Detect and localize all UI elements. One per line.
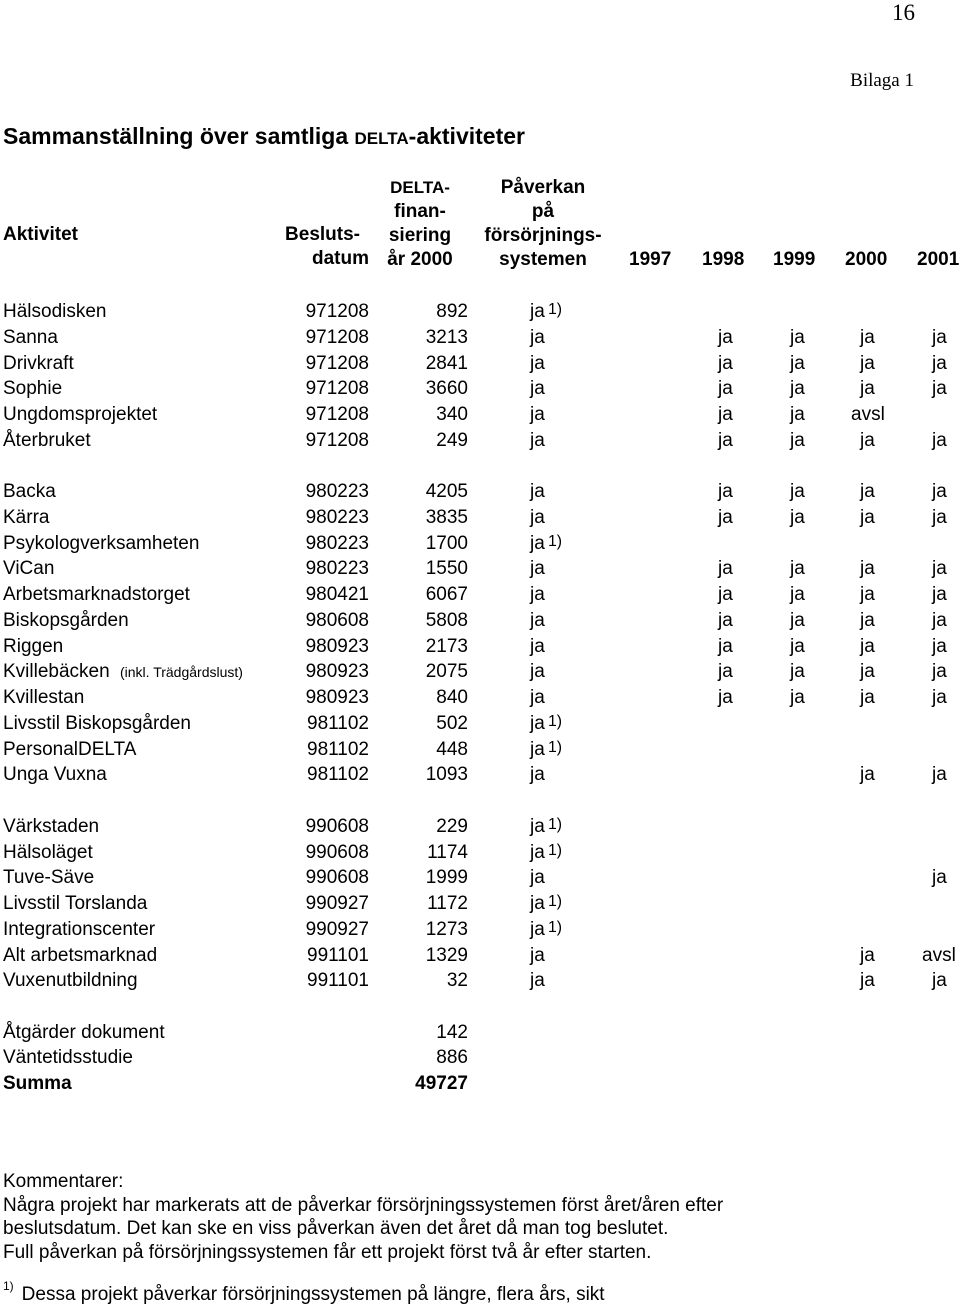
year-1998-value: ja — [718, 558, 733, 579]
activity-name: Backa — [3, 481, 56, 502]
delta-amount: 840 — [436, 687, 468, 708]
header-pav-line2: på — [531, 201, 555, 222]
year-2000-value: avsl — [851, 404, 885, 425]
impact-value: ja — [530, 610, 545, 631]
footnote-marker: 1) — [3, 1279, 14, 1293]
table-row — [0, 376, 960, 402]
impact-value: ja — [530, 713, 545, 734]
table-row — [0, 531, 960, 557]
delta-amount: 1550 — [425, 558, 468, 579]
header-paverkan — [476, 176, 610, 272]
table-row — [0, 917, 960, 943]
delta-amount: 892 — [436, 301, 468, 322]
activity-name: ViCan — [3, 558, 55, 579]
table-row — [0, 737, 960, 763]
year-2001-value: ja — [932, 687, 947, 708]
year-1999-value: ja — [790, 558, 805, 579]
year-1998-value: ja — [718, 687, 733, 708]
table-row — [0, 1045, 960, 1071]
delta-amount: 3660 — [425, 378, 468, 399]
year-1999-value: ja — [790, 378, 805, 399]
activity-name: Tuve-Säve — [3, 867, 95, 888]
activity-name: Väntetidsstudie — [3, 1047, 133, 1068]
year-1999-value: ja — [790, 584, 805, 605]
activity-name: Riggen — [3, 636, 64, 657]
delta-amount: 1093 — [425, 764, 468, 785]
year-2001-value: ja — [932, 430, 947, 451]
delta-amount: 340 — [436, 404, 468, 425]
activity-name: Livsstil Biskopsgården — [3, 713, 191, 734]
header-delta-line1 — [383, 176, 457, 200]
delta-amount: 5808 — [425, 610, 468, 631]
delta-amount: 1172 — [427, 893, 468, 914]
year-1999-value: ja — [790, 430, 805, 451]
header-2000: 2000 — [845, 249, 888, 270]
header-1999: 1999 — [773, 249, 816, 270]
table-row — [0, 762, 960, 788]
year-1998-value: ja — [718, 481, 733, 502]
table-row — [0, 351, 960, 377]
year-1999-value: ja — [790, 327, 805, 348]
activity-name: Återbruket — [3, 430, 91, 451]
impact-value: ja — [530, 507, 545, 528]
year-2001-value: ja — [932, 558, 947, 579]
year-2000-value: ja — [860, 430, 875, 451]
decision-date: 990608 — [305, 816, 369, 837]
table-row — [0, 582, 960, 608]
delta-amount: 4205 — [425, 481, 468, 502]
decision-date: 980421 — [305, 584, 369, 605]
year-1998-value: ja — [718, 507, 733, 528]
header-1998: 1998 — [702, 249, 745, 270]
header-delta-line2: finan- — [394, 201, 446, 222]
impact-value: ja — [530, 584, 545, 605]
activity-name: Hälsodisken — [3, 301, 107, 322]
footnote-ref: 1) — [548, 739, 563, 756]
year-2000-value: ja — [860, 584, 875, 605]
comments-line: beslutsdatum. Det kan ske en viss påverkan även det året då man tog beslutet. — [3, 1218, 669, 1239]
comments-heading: Kommentarer: — [3, 1171, 124, 1192]
year-2001-value: ja — [932, 764, 947, 785]
decision-date: 980223 — [305, 481, 369, 502]
impact-value: ja — [530, 764, 545, 785]
delta-amount: 3213 — [425, 327, 468, 348]
impact-value: ja — [530, 353, 545, 374]
table-row — [0, 428, 960, 454]
impact-value: ja — [530, 404, 545, 425]
table-row — [0, 402, 960, 428]
year-2001-value: ja — [932, 353, 947, 374]
year-1999-value: ja — [790, 636, 805, 657]
decision-date: 981102 — [307, 739, 369, 760]
header-2001: 2001 — [917, 249, 960, 270]
title-suffix: -aktiviteter — [408, 123, 525, 149]
year-2001-value: ja — [932, 507, 947, 528]
table-row — [0, 1020, 960, 1046]
year-2001-value: ja — [932, 481, 947, 502]
delta-amount: 6067 — [425, 584, 468, 605]
appendix-label: Bilaga 1 — [850, 70, 914, 91]
year-2000-value: ja — [860, 353, 875, 374]
decision-date: 980923 — [305, 661, 369, 682]
decision-date: 990927 — [305, 919, 369, 940]
decision-date: 971208 — [305, 378, 369, 399]
delta-amount: 49727 — [415, 1073, 468, 1094]
year-2001-value: avsl — [922, 945, 956, 966]
decision-date: 971208 — [305, 327, 369, 348]
header-delta-line4: år 2000 — [387, 249, 453, 270]
decision-date: 980223 — [305, 533, 369, 554]
year-1999-value: ja — [790, 661, 805, 682]
footnote-ref: 1) — [548, 533, 563, 550]
year-2001-value: ja — [932, 610, 947, 631]
impact-value: ja — [530, 533, 545, 554]
year-1998-value: ja — [718, 378, 733, 399]
year-1998-value: ja — [718, 661, 733, 682]
table-row — [0, 659, 960, 685]
year-1999-value: ja — [790, 353, 805, 374]
delta-amount: 1999 — [425, 867, 468, 888]
delta-amount: 3835 — [425, 507, 468, 528]
impact-value: ja — [530, 739, 545, 760]
year-2001-value: ja — [932, 378, 947, 399]
table-row — [0, 891, 960, 917]
activity-name: Arbetsmarknadstorget — [3, 584, 190, 605]
delta-amount: 886 — [436, 1047, 468, 1068]
year-1998-value: ja — [718, 430, 733, 451]
impact-value: ja — [530, 919, 545, 940]
year-1999-value: ja — [790, 687, 805, 708]
activity-name: Ungdomsprojektet — [3, 404, 158, 425]
delta-amount: 229 — [436, 816, 468, 837]
header-pav-line4: systemen — [499, 249, 587, 270]
impact-value: ja — [530, 816, 545, 837]
year-2001-value: ja — [932, 636, 947, 657]
table-row — [0, 505, 960, 531]
decision-date: 980923 — [305, 636, 369, 657]
year-2000-value: ja — [860, 327, 875, 348]
table-row — [0, 556, 960, 582]
delta-amount: 32 — [446, 970, 468, 991]
table-row — [0, 968, 960, 994]
decision-date: 980223 — [305, 507, 369, 528]
year-2000-value: ja — [860, 687, 875, 708]
year-1998-value: ja — [718, 584, 733, 605]
table-row — [0, 1071, 960, 1097]
decision-date: 990608 — [305, 842, 369, 863]
year-1999-value: ja — [790, 404, 805, 425]
year-1999-value: ja — [790, 507, 805, 528]
decision-date: 971208 — [305, 353, 369, 374]
header-beslut-line2: datum — [312, 248, 369, 269]
table-row — [0, 840, 960, 866]
table-row — [0, 865, 960, 891]
delta-amount: 502 — [436, 713, 468, 734]
year-2001-value: ja — [932, 970, 947, 991]
activity-name: Summa — [3, 1073, 72, 1094]
decision-date: 980223 — [305, 558, 369, 579]
delta-amount: 249 — [436, 430, 468, 451]
header-delta-word: DELTA- — [390, 178, 450, 197]
year-2000-value: ja — [860, 610, 875, 631]
year-1998-value: ja — [718, 636, 733, 657]
activity-name: PersonalDELTA — [3, 739, 137, 760]
comments-line: Full påverkan på försörjningssystemen får ett projekt först två år efter starten. — [3, 1241, 652, 1263]
activity-name: Livsstil Torslanda — [3, 893, 148, 914]
decision-date: 990927 — [305, 893, 369, 914]
title-prefix: Sammanställning över samtliga — [3, 123, 355, 149]
year-2000-value: ja — [860, 558, 875, 579]
footnote-ref: 1) — [548, 893, 563, 910]
year-2001-value: ja — [932, 867, 947, 888]
comments-block — [3, 1170, 723, 1264]
delta-amount: 448 — [436, 739, 468, 760]
impact-value: ja — [530, 661, 545, 682]
impact-value: ja — [530, 970, 545, 991]
table-row — [0, 634, 960, 660]
year-2000-value: ja — [860, 378, 875, 399]
delta-amount: 2075 — [425, 661, 468, 682]
table-row — [0, 479, 960, 505]
delta-amount: 1174 — [427, 842, 468, 863]
page-number: 16 — [892, 0, 915, 25]
year-2001-value: ja — [932, 327, 947, 348]
header-delta-finansiering — [383, 176, 457, 272]
delta-amount: 1329 — [425, 945, 468, 966]
delta-amount: 1700 — [425, 533, 468, 554]
impact-value: ja — [530, 945, 545, 966]
impact-value: ja — [530, 378, 545, 399]
activity-name: Drivkraft — [3, 353, 74, 374]
impact-value: ja — [530, 481, 545, 502]
header-pav-line1: Påverkan — [500, 177, 586, 198]
impact-value: ja — [530, 842, 545, 863]
footnote-ref: 1) — [548, 301, 563, 318]
decision-date: 990608 — [305, 867, 369, 888]
activity-name: Biskopsgården — [3, 610, 129, 631]
year-2000-value: ja — [860, 636, 875, 657]
delta-amount: 1273 — [425, 919, 468, 940]
comments-line: Några projekt har markerats att de påverkar försörjningssystemen först året/åren efter — [3, 1194, 724, 1216]
footnote-ref: 1) — [548, 842, 563, 859]
year-2000-value: ja — [860, 481, 875, 502]
activity-name: Sanna — [3, 327, 58, 348]
activity-name: Sophie — [3, 378, 63, 399]
year-2000-value: ja — [860, 661, 875, 682]
impact-value: ja — [530, 327, 545, 348]
impact-value: ja — [530, 430, 545, 451]
delta-amount: 2173 — [425, 636, 468, 657]
year-2000-value: ja — [860, 507, 875, 528]
decision-date: 980608 — [305, 610, 369, 631]
table-row — [0, 325, 960, 351]
impact-value: ja — [530, 893, 545, 914]
table-row — [0, 608, 960, 634]
activity-name: Åtgärder dokument — [3, 1022, 165, 1043]
table-row — [0, 943, 960, 969]
table-row — [0, 299, 960, 325]
delta-amount: 142 — [436, 1022, 468, 1043]
year-1998-value: ja — [718, 353, 733, 374]
activity-name: Integrationscenter — [3, 919, 156, 940]
activity-name: Psykologverksamheten — [3, 533, 200, 554]
year-2001-value: ja — [932, 661, 947, 682]
decision-date: 971208 — [305, 301, 369, 322]
impact-value: ja — [530, 867, 545, 888]
footnote — [3, 1279, 605, 1306]
year-2000-value: ja — [860, 945, 875, 966]
decision-date: 971208 — [305, 430, 369, 451]
header-1997: 1997 — [629, 249, 672, 270]
year-2001-value: ja — [932, 584, 947, 605]
activity-name: Kärra — [3, 507, 50, 528]
footnote-ref: 1) — [548, 919, 563, 936]
table-row — [0, 685, 960, 711]
decision-date: 980923 — [305, 687, 369, 708]
header-delta-line3: siering — [388, 225, 452, 246]
header-aktivitet: Aktivitet — [3, 224, 78, 245]
activity-name: Alt arbetsmarknad — [3, 945, 158, 966]
footnote-text: Dessa projekt påverkar försörjningssystemen på längre, flera års, sikt — [21, 1284, 605, 1305]
page-title — [3, 123, 525, 150]
year-2000-value: ja — [860, 764, 875, 785]
activity-name: Kvillebäcken — [3, 661, 110, 682]
activity-name: Vuxenutbildning — [3, 970, 138, 991]
decision-date: 981102 — [307, 713, 369, 734]
table-row — [0, 711, 960, 737]
activity-name-note: (inkl. Trädgårdslust) — [120, 664, 243, 680]
year-1998-value: ja — [718, 610, 733, 631]
year-1999-value: ja — [790, 481, 805, 502]
header-pav-line3: försörjnings- — [484, 225, 602, 246]
delta-amount: 2841 — [425, 353, 468, 374]
footnote-ref: 1) — [548, 713, 563, 730]
impact-value: ja — [530, 636, 545, 657]
header-beslut-line1: Besluts- — [285, 224, 360, 245]
year-2000-value: ja — [860, 970, 875, 991]
activity-name: Hälsoläget — [3, 842, 93, 863]
title-delta: DELTA — [354, 129, 409, 148]
header-beslutsdatum — [285, 223, 369, 271]
impact-value: ja — [530, 301, 545, 322]
impact-value: ja — [530, 558, 545, 579]
year-1998-value: ja — [718, 404, 733, 425]
impact-value: ja — [530, 687, 545, 708]
year-1999-value: ja — [790, 610, 805, 631]
activity-name: Unga Vuxna — [3, 764, 107, 785]
activity-name: Värkstaden — [3, 816, 100, 837]
decision-date: 991101 — [307, 970, 369, 991]
decision-date: 991101 — [307, 945, 369, 966]
footnote-ref: 1) — [548, 816, 563, 833]
table-row — [0, 814, 960, 840]
decision-date: 971208 — [305, 404, 369, 425]
year-1998-value: ja — [718, 327, 733, 348]
activity-name: Kvillestan — [3, 687, 85, 708]
decision-date: 981102 — [307, 764, 369, 785]
